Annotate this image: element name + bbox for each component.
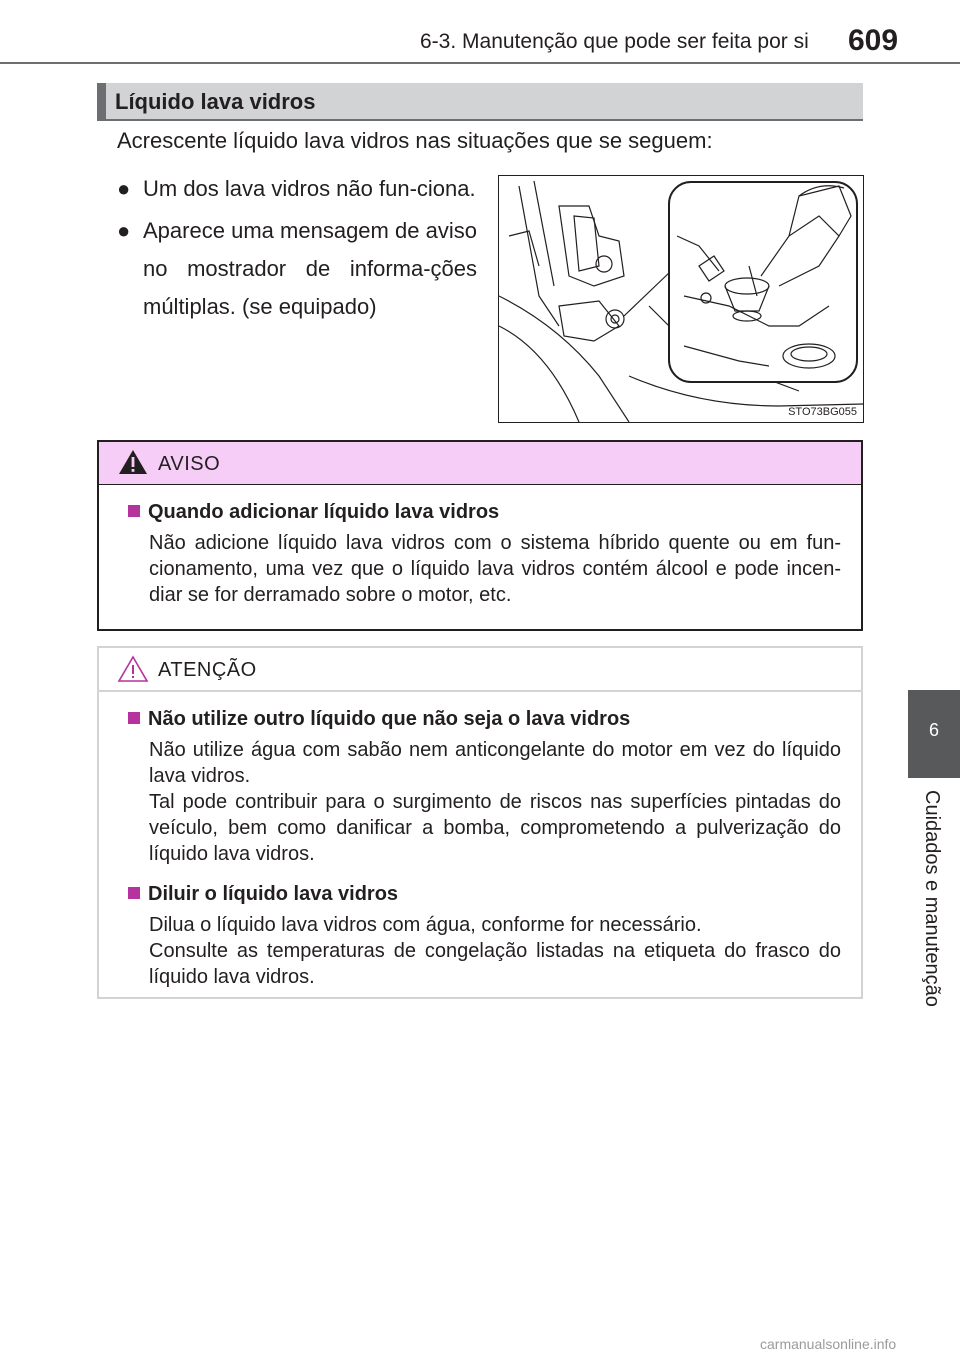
paragraph: Não utilize água com sabão nem anticongelante do motor em vez do líquido lava vidros. (149, 739, 841, 787)
bullet-list (117, 170, 477, 330)
intro-text: Acrescente líquido lava vidros nas situações que se seguem: (117, 128, 713, 153)
paragraph: Não adicione líquido lava vidros com o sistema híbrido quente ou em fun-cionamento, uma vez que o líquido lava vidros contém álcool e pode incen-diar se for derramado sobre o motor, etc. (149, 532, 841, 606)
aviso-label: AVISO (158, 453, 221, 475)
paragraph: Dilua o líquido lava vidros com água, conforme for necessário. (149, 914, 702, 936)
section-header-bar (97, 83, 106, 121)
atencao-item-title-text: Não utilize outro líquido que não seja o lava vidros (148, 708, 631, 730)
bullet-item (117, 212, 477, 326)
caution-icon (117, 654, 149, 684)
header-rule (0, 62, 960, 64)
aviso-header (99, 442, 861, 485)
atencao-item-text (124, 912, 841, 990)
aviso-item-text (124, 530, 841, 608)
section-title: Líquido lava vidros (115, 89, 316, 114)
chapter-title: Cuidados e manutenção (921, 790, 943, 1007)
aviso-item-title-text: Quando adicionar líquido lava vidros (148, 501, 500, 523)
square-bullet-icon (128, 887, 140, 899)
bullet-text: Aparece uma mensagem de aviso no mostrador de informa-ções múltiplas. (se equipado) (143, 218, 477, 319)
section-header (97, 83, 863, 121)
washer-fluid-illustration (498, 175, 864, 423)
aviso-item-title (124, 501, 841, 524)
square-bullet-icon (128, 505, 140, 517)
atencao-header (99, 648, 861, 692)
bullet-text: Um dos lava vidros não fun-ciona. (143, 176, 476, 201)
aviso-body (99, 485, 861, 608)
bullet-icon: ● (117, 176, 131, 201)
bullet-icon: ● (117, 218, 131, 243)
aviso-box (97, 440, 863, 631)
header-section-title: 6-3. Manutenção que pode ser feita por si (420, 30, 809, 53)
atencao-item-title-text: Diluir o líquido lava vidros (148, 883, 399, 905)
atencao-item-title (124, 883, 841, 906)
atencao-item-text (124, 737, 841, 867)
atencao-box (97, 646, 863, 999)
chapter-tab: 6 (908, 690, 960, 778)
watermark: carmanualsonline.info (760, 1336, 897, 1352)
chapter-side-label (916, 790, 952, 1020)
atencao-label: ATENÇÃO (158, 659, 257, 681)
figure-code: STO73BG055 (788, 406, 857, 418)
bullet-item (117, 170, 477, 208)
atencao-item-title (124, 708, 841, 731)
engine-bay-drawing (499, 176, 863, 422)
paragraph: Tal pode contribuir para o surgimento de riscos nas superfícies pintadas do veículo, bem como danificar a bomba, comprometendo a pulverização do líquido lava vidros. (149, 791, 841, 865)
warning-icon (117, 448, 149, 476)
atencao-body (99, 692, 861, 990)
square-bullet-icon (128, 712, 140, 724)
page-number: 609 (848, 24, 899, 57)
paragraph: Consulte as temperaturas de congelação listadas na etiqueta do frasco do líquido lava vidros. (149, 940, 841, 988)
